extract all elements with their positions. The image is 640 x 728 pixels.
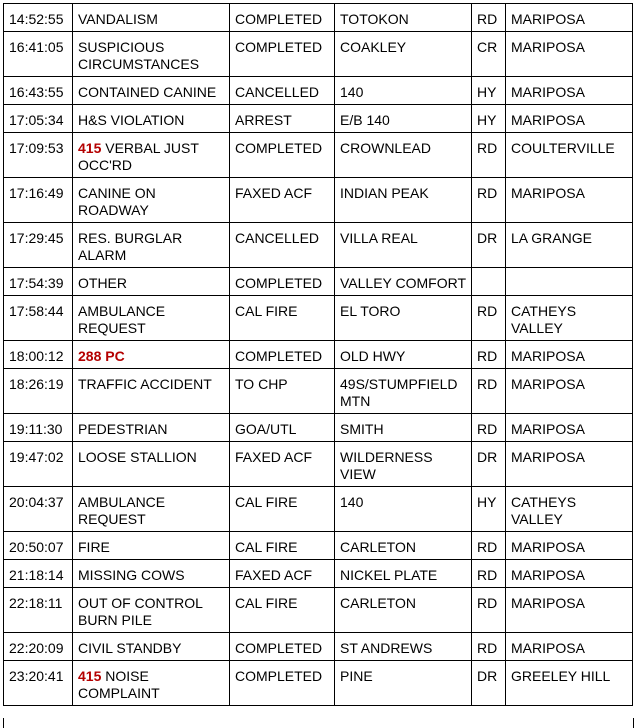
street-suffix-cell: RD	[472, 296, 506, 341]
call-time-cell: 17:16:49	[4, 178, 73, 223]
city-cell: MARIPOSA	[506, 4, 633, 32]
street-suffix-cell: HY	[472, 487, 506, 532]
table-row	[4, 560, 633, 588]
call-type-text: NOISE COMPLAINT	[78, 668, 160, 701]
call-type-cell	[73, 442, 230, 487]
table-row	[4, 588, 633, 633]
location-cell: VALLEY COMFORT	[335, 268, 472, 296]
street-suffix-cell: RD	[472, 560, 506, 588]
city-cell: MARIPOSA	[506, 178, 633, 223]
call-type-text: CIVIL STANDBY	[78, 640, 182, 656]
disposition-cell: CAL FIRE	[230, 487, 335, 532]
call-time-cell: 20:04:37	[4, 487, 73, 532]
table-row	[4, 532, 633, 560]
location-cell: COAKLEY	[335, 32, 472, 77]
street-suffix-cell: RD	[472, 178, 506, 223]
call-type-cell	[73, 223, 230, 268]
call-time-cell: 16:41:05	[4, 32, 73, 77]
city-cell: MARIPOSA	[506, 105, 633, 133]
table-row	[4, 77, 633, 105]
call-type-cell	[73, 133, 230, 178]
location-cell: CARLETON	[335, 532, 472, 560]
disposition-cell: COMPLETED	[230, 133, 335, 178]
location-cell: NICKEL PLATE	[335, 560, 472, 588]
location-cell: WILDERNESS VIEW	[335, 442, 472, 487]
disposition-cell: COMPLETED	[230, 268, 335, 296]
street-suffix-cell: RD	[472, 369, 506, 414]
city-cell: MARIPOSA	[506, 633, 633, 661]
street-suffix-cell: RD	[472, 532, 506, 560]
call-type-text: PEDESTRIAN	[78, 421, 168, 437]
city-cell: MARIPOSA	[506, 588, 633, 633]
table-row	[4, 341, 633, 369]
call-type-cell	[73, 414, 230, 442]
disposition-cell: COMPLETED	[230, 341, 335, 369]
table-row	[4, 442, 633, 487]
call-time-cell: 19:47:02	[4, 442, 73, 487]
call-time-cell: 18:00:12	[4, 341, 73, 369]
call-type-cell	[73, 32, 230, 77]
disposition-cell: FAXED ACF	[230, 442, 335, 487]
call-type-text: AMBULANCE REQUEST	[78, 494, 166, 527]
location-cell: CROWNLEAD	[335, 133, 472, 178]
city-cell: COULTERVILLE	[506, 133, 633, 178]
street-suffix-cell: RD	[472, 633, 506, 661]
call-time-cell: 17:05:34	[4, 105, 73, 133]
call-type-cell	[73, 633, 230, 661]
city-cell: GREELEY HILL	[506, 661, 633, 706]
call-type-text: OTHER	[78, 275, 127, 291]
location-cell: ST ANDREWS	[335, 633, 472, 661]
city-cell: MARIPOSA	[506, 32, 633, 77]
call-time-cell: 22:18:11	[4, 588, 73, 633]
disposition-cell: FAXED ACF	[230, 178, 335, 223]
penal-code: 415	[78, 140, 102, 156]
penal-code: 288 PC	[78, 348, 125, 364]
location-cell: 49S/STUMPFIELD MTN	[335, 369, 472, 414]
table-continuation	[3, 718, 634, 728]
location-cell: CARLETON	[335, 588, 472, 633]
city-cell: MARIPOSA	[506, 532, 633, 560]
call-type-cell	[73, 487, 230, 532]
call-time-cell: 14:52:55	[4, 4, 73, 32]
table-row	[4, 32, 633, 77]
table-row	[4, 633, 633, 661]
street-suffix-cell	[472, 268, 506, 296]
call-type-cell	[73, 268, 230, 296]
call-type-text: FIRE	[78, 539, 110, 555]
disposition-cell: COMPLETED	[230, 32, 335, 77]
call-type-cell	[73, 296, 230, 341]
table-row	[4, 661, 633, 706]
call-type-cell	[73, 178, 230, 223]
city-cell: LA GRANGE	[506, 223, 633, 268]
call-time-cell: 17:58:44	[4, 296, 73, 341]
city-cell	[506, 268, 633, 296]
city-cell: MARIPOSA	[506, 369, 633, 414]
call-time-cell: 22:20:09	[4, 633, 73, 661]
disposition-cell: CANCELLED	[230, 223, 335, 268]
call-time-cell: 21:18:14	[4, 560, 73, 588]
city-cell: MARIPOSA	[506, 341, 633, 369]
disposition-cell: COMPLETED	[230, 4, 335, 32]
call-type-text: VERBAL JUST OCC'RD	[78, 140, 199, 173]
city-cell: CATHEYS VALLEY	[506, 487, 633, 532]
disposition-cell: GOA/UTL	[230, 414, 335, 442]
call-type-text: CANINE ON ROADWAY	[78, 185, 156, 218]
disposition-cell: CAL FIRE	[230, 588, 335, 633]
street-suffix-cell: RD	[472, 414, 506, 442]
location-cell: EL TORO	[335, 296, 472, 341]
call-type-cell	[73, 588, 230, 633]
call-type-text: LOOSE STALLION	[78, 449, 197, 465]
street-suffix-cell: HY	[472, 77, 506, 105]
call-type-text: H&S VIOLATION	[78, 112, 185, 128]
call-time-cell: 19:11:30	[4, 414, 73, 442]
call-type-cell	[73, 105, 230, 133]
call-log-body	[4, 4, 633, 706]
table-row	[4, 178, 633, 223]
call-type-cell	[73, 4, 230, 32]
call-type-text: MISSING COWS	[78, 567, 185, 583]
street-suffix-cell: CR	[472, 32, 506, 77]
disposition-cell: FAXED ACF	[230, 560, 335, 588]
call-time-cell: 18:26:19	[4, 369, 73, 414]
location-cell: PINE	[335, 661, 472, 706]
call-time-cell: 17:54:39	[4, 268, 73, 296]
call-type-text: CONTAINED CANINE	[78, 84, 217, 100]
table-row	[4, 133, 633, 178]
location-cell: 140	[335, 487, 472, 532]
location-cell: E/B 140	[335, 105, 472, 133]
street-suffix-cell: DR	[472, 223, 506, 268]
call-time-cell: 17:09:53	[4, 133, 73, 178]
street-suffix-cell: RD	[472, 4, 506, 32]
street-suffix-cell: HY	[472, 105, 506, 133]
disposition-cell: CANCELLED	[230, 77, 335, 105]
call-type-text: TRAFFIC ACCIDENT	[78, 376, 212, 392]
city-cell: MARIPOSA	[506, 560, 633, 588]
table-row	[4, 487, 633, 532]
city-cell: MARIPOSA	[506, 442, 633, 487]
call-type-text: RES. BURGLAR ALARM	[78, 230, 183, 263]
table-row	[4, 223, 633, 268]
call-time-cell: 16:43:55	[4, 77, 73, 105]
call-type-text: AMBULANCE REQUEST	[78, 303, 166, 336]
location-cell: 140	[335, 77, 472, 105]
location-cell: OLD HWY	[335, 341, 472, 369]
disposition-cell: COMPLETED	[230, 661, 335, 706]
street-suffix-cell: RD	[472, 133, 506, 178]
location-cell: SMITH	[335, 414, 472, 442]
table-row	[4, 296, 633, 341]
city-cell: MARIPOSA	[506, 414, 633, 442]
call-log-table	[3, 3, 633, 706]
city-cell: CATHEYS VALLEY	[506, 296, 633, 341]
disposition-cell: TO CHP	[230, 369, 335, 414]
street-suffix-cell: RD	[472, 588, 506, 633]
disposition-cell: CAL FIRE	[230, 532, 335, 560]
call-time-cell: 17:29:45	[4, 223, 73, 268]
disposition-cell: CAL FIRE	[230, 296, 335, 341]
table-row	[4, 369, 633, 414]
table-row	[4, 268, 633, 296]
call-time-cell: 20:50:07	[4, 532, 73, 560]
call-type-cell	[73, 661, 230, 706]
call-type-cell	[73, 369, 230, 414]
disposition-cell: COMPLETED	[230, 633, 335, 661]
street-suffix-cell: RD	[472, 341, 506, 369]
call-type-cell	[73, 77, 230, 105]
call-type-cell	[73, 560, 230, 588]
penal-code: 415	[78, 668, 102, 684]
table-row	[4, 414, 633, 442]
table-row	[4, 4, 633, 32]
street-suffix-cell: DR	[472, 661, 506, 706]
location-cell: TOTOKON	[335, 4, 472, 32]
table-row	[4, 105, 633, 133]
call-type-text: OUT OF CONTROL BURN PILE	[78, 595, 203, 628]
call-type-cell	[73, 341, 230, 369]
call-type-text: SUSPICIOUS CIRCUMSTANCES	[78, 39, 200, 72]
call-type-cell	[73, 532, 230, 560]
location-cell: VILLA REAL	[335, 223, 472, 268]
call-time-cell: 23:20:41	[4, 661, 73, 706]
city-cell: MARIPOSA	[506, 77, 633, 105]
location-cell: INDIAN PEAK	[335, 178, 472, 223]
disposition-cell: ARREST	[230, 105, 335, 133]
call-type-text: VANDALISM	[78, 11, 158, 27]
street-suffix-cell: DR	[472, 442, 506, 487]
